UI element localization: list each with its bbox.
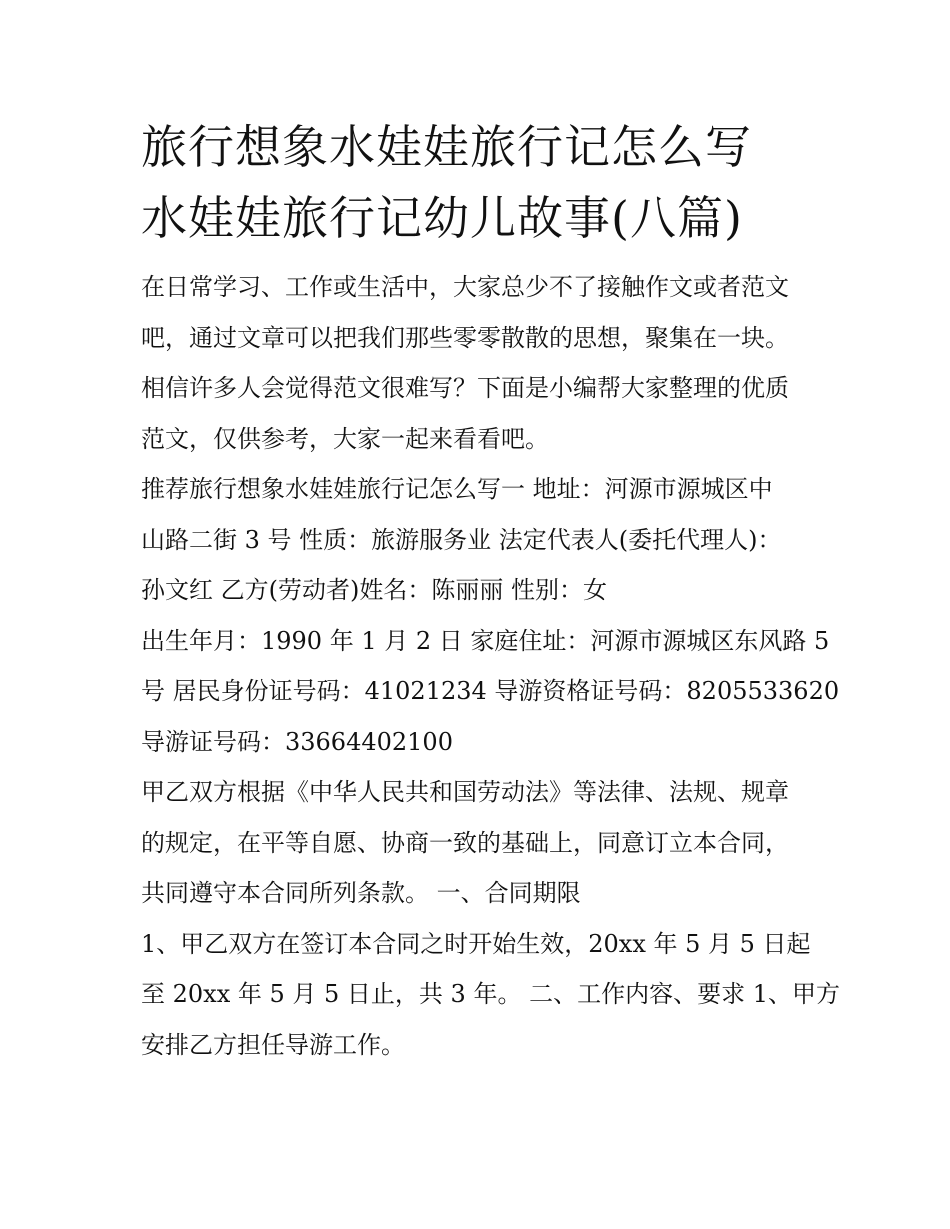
text-line: 在日常学习、工作或生活中，大家总少不了接触作文或者范文: [141, 273, 789, 301]
text-line: 山路二街 3 号 性质：旅游服务业 法定代表人(委托代理人)：: [141, 525, 782, 554]
paragraph-party-a: [141, 464, 821, 616]
document-title: [141, 112, 821, 254]
text-line: 推荐旅行想象水娃娃旅行记怎么写一 地址：河源市源城区中: [141, 475, 773, 503]
text-line: 出生年月：1990 年 1 月 2 日 家庭住址：河源市源城区东风路 5: [141, 626, 830, 655]
text-line: 1、甲乙双方在签订本合同之时开始生效，20xx 年 5 月 5 日起: [141, 929, 811, 958]
title-line-2: 水娃娃旅行记幼儿故事(八篇): [141, 191, 743, 245]
document-body: [141, 112, 840, 1070]
paragraph-party-b-details: [141, 616, 840, 768]
text-line: 的规定，在平等自愿、协商一致的基础上，同意订立本合同，: [141, 828, 789, 857]
text-line: 孙文红 乙方(劳动者)姓名：陈丽丽 性别：女: [141, 576, 607, 604]
text-line: 号 居民身份证号码：41021234 导游资格证号码：8205533620: [141, 677, 840, 705]
text-line: 导游证号码：33664402100: [141, 727, 453, 756]
title-line-1: 旅行想象水娃娃旅行记怎么写: [141, 120, 752, 174]
text-line: 甲乙双方根据《中华人民共和国劳动法》等法律、法规、规章: [141, 778, 789, 806]
text-line: 相信许多人会觉得范文很难写？下面是小编帮大家整理的优质: [141, 374, 789, 402]
paragraph-intro: [141, 262, 821, 464]
text-line: 范文，仅供参考，大家一起来看看吧。: [141, 424, 549, 453]
text-line: 至 20xx 年 5 月 5 日止，共 3 年。 二、工作内容、要求 1、甲方: [141, 980, 840, 1008]
paragraph-agreement: [141, 767, 821, 919]
paragraph-contract-term: [141, 919, 840, 1071]
text-line: 共同遵守本合同所列条款。 一、合同期限: [141, 879, 581, 907]
text-line: 安排乙方担任导游工作。: [141, 1030, 405, 1059]
text-line: 吧，通过文章可以把我们那些零零散散的思想，聚集在一块。: [141, 323, 789, 352]
